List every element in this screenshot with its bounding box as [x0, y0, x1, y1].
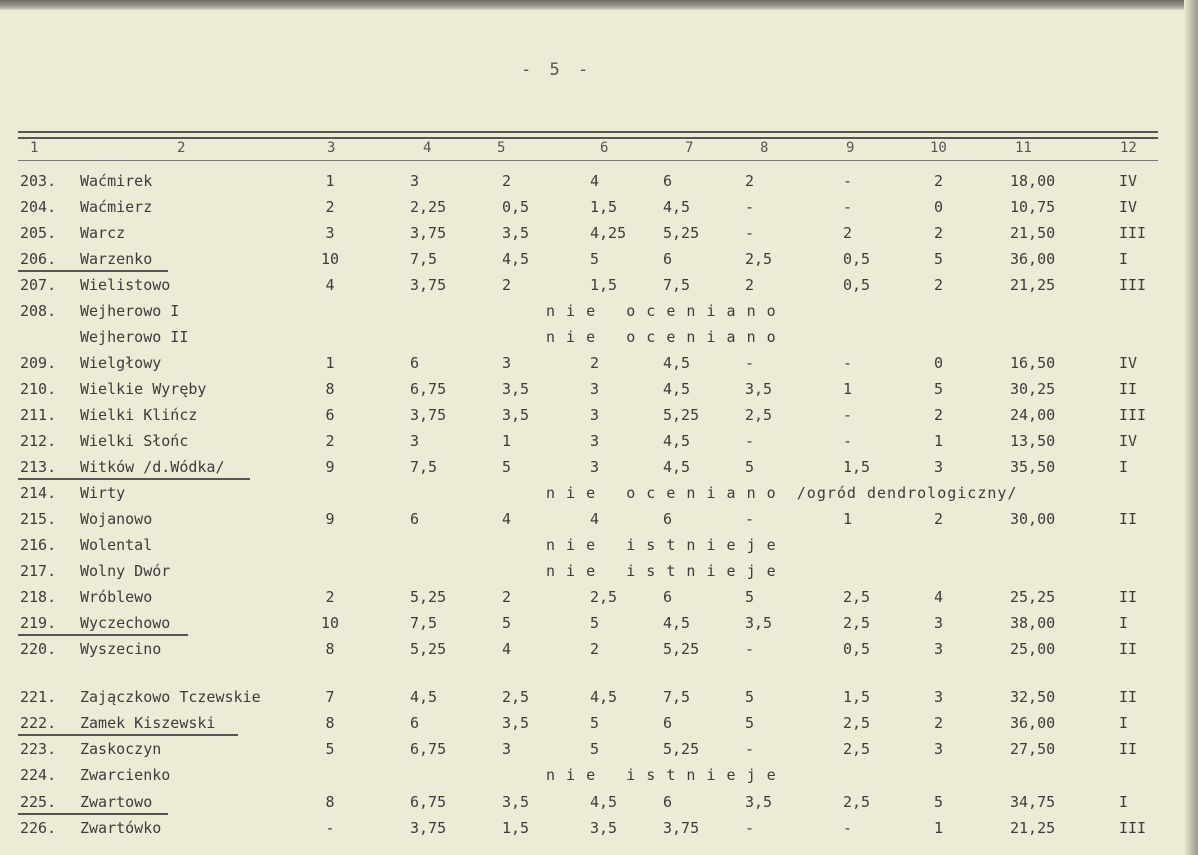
header-rule-top — [18, 131, 1158, 133]
row-number: 217. — [20, 562, 57, 580]
place-name: Zamek Kiszewski — [80, 714, 216, 732]
column-header: 12 — [1120, 140, 1137, 156]
cell-col4: 4,5 — [410, 688, 438, 706]
scan-top-edge — [0, 0, 1198, 10]
cell-col11: 21,50 — [1010, 224, 1056, 242]
cell-col8: - — [745, 198, 755, 216]
status-note: n i e o c e n i a n o /ogród dendrologiczny/ — [546, 484, 1018, 502]
cell-col6: 4 — [590, 172, 600, 190]
cell-col4: 7,5 — [410, 250, 438, 268]
cell-col4: 6,75 — [410, 740, 447, 758]
cell-col7: 6 — [663, 172, 673, 190]
cell-col3: 2 — [325, 432, 335, 450]
cell-col6: 3 — [590, 406, 600, 424]
cell-col4: 6 — [410, 510, 420, 528]
place-name: Witków /d.Wódka/ — [80, 458, 225, 476]
cell-col6: 4 — [590, 510, 600, 528]
cell-col9: 2,5 — [843, 614, 871, 632]
page-number: - 5 - — [521, 60, 593, 80]
cell-col3: 10 — [320, 250, 340, 268]
cell-col10: 2 — [934, 224, 944, 242]
header-rule-bottom — [18, 160, 1158, 161]
underline-mark — [18, 734, 238, 736]
table-row — [0, 380, 1198, 404]
row-number: 209. — [20, 354, 57, 372]
place-name: Wielistowo — [80, 276, 171, 294]
status-note: n i e o c e n i a n o — [546, 302, 777, 320]
cell-col4: 2,25 — [410, 198, 447, 216]
cell-col12: II — [1119, 688, 1138, 706]
table-row — [0, 354, 1198, 378]
cell-col10: 2 — [934, 510, 944, 528]
table-row — [0, 172, 1198, 196]
row-number: 215. — [20, 510, 57, 528]
place-name: Warzenko — [80, 250, 153, 268]
cell-col8: 3,5 — [745, 793, 773, 811]
table-row — [0, 793, 1198, 817]
cell-col12: II — [1119, 380, 1138, 398]
cell-col6: 3 — [590, 380, 600, 398]
cell-col4: 5,25 — [410, 588, 447, 606]
table-row — [0, 766, 1198, 790]
cell-col12: IV — [1119, 172, 1138, 190]
cell-col9: - — [843, 432, 853, 450]
cell-col9: 0,5 — [843, 250, 871, 268]
place-name: Wolny Dwór — [80, 562, 171, 580]
cell-col6: 2 — [590, 354, 600, 372]
cell-col10: 2 — [934, 276, 944, 294]
cell-col8: 5 — [745, 458, 755, 476]
place-name: Wolental — [80, 536, 153, 554]
cell-col11: 35,50 — [1010, 458, 1056, 476]
cell-col4: 3,75 — [410, 406, 447, 424]
cell-col12: I — [1119, 793, 1129, 811]
cell-col8: 5 — [745, 688, 755, 706]
cell-col5: 2 — [502, 276, 512, 294]
cell-col6: 5 — [590, 614, 600, 632]
cell-col6: 3 — [590, 458, 600, 476]
status-note: n i e o c e n i a n o — [546, 328, 777, 346]
cell-col12: II — [1119, 740, 1138, 758]
table-row — [0, 198, 1198, 222]
cell-col3: - — [325, 819, 335, 837]
place-name: Wielki Klińcz — [80, 406, 198, 424]
status-note: n i e i s t n i e j e — [546, 562, 777, 580]
column-header: 7 — [685, 140, 694, 156]
cell-col3: 7 — [325, 688, 335, 706]
cell-col5: 1,5 — [502, 819, 530, 837]
cell-col6: 4,25 — [590, 224, 627, 242]
table-row — [0, 432, 1198, 456]
cell-col11: 32,50 — [1010, 688, 1056, 706]
cell-col10: 2 — [934, 172, 944, 190]
cell-col9: 2 — [843, 224, 853, 242]
cell-col7: 7,5 — [663, 688, 691, 706]
cell-col11: 34,75 — [1010, 793, 1056, 811]
table-row — [0, 614, 1198, 638]
cell-col12: III — [1119, 224, 1147, 242]
cell-col12: III — [1119, 819, 1147, 837]
cell-col8: 5 — [745, 588, 755, 606]
column-header: 5 — [497, 140, 506, 156]
row-number: 216. — [20, 536, 57, 554]
row-number: 224. — [20, 766, 57, 784]
cell-col7: 6 — [663, 510, 673, 528]
cell-col4: 3,75 — [410, 276, 447, 294]
table-row — [0, 640, 1198, 664]
cell-col12: IV — [1119, 432, 1138, 450]
column-header: 4 — [423, 140, 432, 156]
table-row — [0, 562, 1198, 586]
row-number: 218. — [20, 588, 57, 606]
cell-col9: 1 — [843, 510, 853, 528]
cell-col12: II — [1119, 588, 1138, 606]
row-number: 211. — [20, 406, 57, 424]
cell-col3: 1 — [325, 354, 335, 372]
status-note: n i e i s t n i e j e — [546, 766, 777, 784]
column-header: 2 — [177, 140, 186, 156]
cell-col10: 3 — [934, 458, 944, 476]
cell-col3: 8 — [325, 714, 335, 732]
cell-col5: 4 — [502, 640, 512, 658]
cell-col7: 5,25 — [663, 740, 700, 758]
column-header: 3 — [327, 140, 336, 156]
place-name: Wielki Słońc — [80, 432, 189, 450]
cell-col9: - — [843, 354, 853, 372]
table-row — [0, 250, 1198, 274]
cell-col5: 4 — [502, 510, 512, 528]
row-number: 203. — [20, 172, 57, 190]
cell-col10: 2 — [934, 406, 944, 424]
cell-col6: 5 — [590, 714, 600, 732]
cell-col4: 3 — [410, 172, 420, 190]
cell-col10: 5 — [934, 380, 944, 398]
table-row — [0, 406, 1198, 430]
cell-col5: 4,5 — [502, 250, 530, 268]
row-number: 219. — [20, 614, 57, 632]
cell-col8: - — [745, 819, 755, 837]
place-name: Zaskoczyn — [80, 740, 162, 758]
cell-col5: 0,5 — [502, 198, 530, 216]
cell-col11: 30,25 — [1010, 380, 1056, 398]
cell-col11: 25,00 — [1010, 640, 1056, 658]
row-number: 222. — [20, 714, 57, 732]
cell-col7: 6 — [663, 714, 673, 732]
cell-col5: 3,5 — [502, 224, 530, 242]
cell-col12: I — [1119, 614, 1129, 632]
cell-col8: 2 — [745, 172, 755, 190]
place-name: Wielgłowy — [80, 354, 162, 372]
cell-col8: 2,5 — [745, 406, 773, 424]
row-number: 205. — [20, 224, 57, 242]
cell-col4: 6 — [410, 354, 420, 372]
cell-col5: 3,5 — [502, 406, 530, 424]
cell-col7: 4,5 — [663, 198, 691, 216]
cell-col7: 3,75 — [663, 819, 700, 837]
cell-col4: 3,75 — [410, 224, 447, 242]
table-row — [0, 224, 1198, 248]
cell-col11: 36,00 — [1010, 714, 1056, 732]
cell-col5: 3,5 — [502, 380, 530, 398]
table-row — [0, 740, 1198, 764]
column-header: 8 — [760, 140, 769, 156]
row-number: 206. — [20, 250, 57, 268]
cell-col7: 7,5 — [663, 276, 691, 294]
cell-col3: 8 — [325, 640, 335, 658]
row-number: 207. — [20, 276, 57, 294]
cell-col6: 5 — [590, 740, 600, 758]
place-name: Zwartowo — [80, 793, 153, 811]
place-name: Wejherowo I — [80, 302, 180, 320]
cell-col6: 1,5 — [590, 198, 618, 216]
cell-col9: 0,5 — [843, 640, 871, 658]
cell-col12: II — [1119, 640, 1138, 658]
cell-col5: 1 — [502, 432, 512, 450]
column-header: 11 — [1015, 140, 1032, 156]
cell-col9: 2,5 — [843, 740, 871, 758]
cell-col7: 4,5 — [663, 614, 691, 632]
cell-col8: - — [745, 354, 755, 372]
cell-col7: 4,5 — [663, 458, 691, 476]
cell-col10: 5 — [934, 250, 944, 268]
cell-col3: 1 — [325, 172, 335, 190]
cell-col8: - — [745, 510, 755, 528]
cell-col7: 5,25 — [663, 224, 700, 242]
cell-col9: 2,5 — [843, 714, 871, 732]
row-number: 208. — [20, 302, 57, 320]
cell-col3: 8 — [325, 380, 335, 398]
cell-col6: 4,5 — [590, 793, 618, 811]
cell-col9: - — [843, 406, 853, 424]
table-row — [0, 714, 1198, 738]
row-number: 225. — [20, 793, 57, 811]
place-name: Warcz — [80, 224, 126, 242]
cell-col12: IV — [1119, 198, 1138, 216]
cell-col11: 24,00 — [1010, 406, 1056, 424]
row-number: 221. — [20, 688, 57, 706]
cell-col5: 2,5 — [502, 688, 530, 706]
row-number: 223. — [20, 740, 57, 758]
cell-col5: 5 — [502, 614, 512, 632]
cell-col9: 1,5 — [843, 688, 871, 706]
cell-col3: 2 — [325, 198, 335, 216]
underline-mark — [18, 634, 188, 636]
row-number: 226. — [20, 819, 57, 837]
cell-col11: 21,25 — [1010, 819, 1056, 837]
cell-col5: 5 — [502, 458, 512, 476]
cell-col12: III — [1119, 276, 1147, 294]
cell-col6: 4,5 — [590, 688, 618, 706]
place-name: Wejherowo II — [80, 328, 189, 346]
row-number: 212. — [20, 432, 57, 450]
underline-mark — [18, 270, 168, 272]
row-number: 214. — [20, 484, 57, 502]
place-name: Wyszecino — [80, 640, 162, 658]
cell-col12: II — [1119, 510, 1138, 528]
cell-col10: 1 — [934, 432, 944, 450]
cell-col11: 16,50 — [1010, 354, 1056, 372]
cell-col6: 2,5 — [590, 588, 618, 606]
cell-col7: 6 — [663, 793, 673, 811]
underline-mark — [18, 478, 250, 480]
header-rule-top-2 — [18, 137, 1158, 139]
cell-col12: I — [1119, 250, 1129, 268]
cell-col11: 21,25 — [1010, 276, 1056, 294]
cell-col5: 3 — [502, 740, 512, 758]
cell-col11: 38,00 — [1010, 614, 1056, 632]
cell-col3: 4 — [325, 276, 335, 294]
row-number: 213. — [20, 458, 57, 476]
cell-col4: 7,5 — [410, 614, 438, 632]
cell-col3: 10 — [320, 614, 340, 632]
cell-col4: 7,5 — [410, 458, 438, 476]
cell-col7: 5,25 — [663, 406, 700, 424]
cell-col11: 18,00 — [1010, 172, 1056, 190]
cell-col5: 2 — [502, 588, 512, 606]
cell-col6: 3 — [590, 432, 600, 450]
table-row — [0, 458, 1198, 482]
cell-col12: I — [1119, 458, 1129, 476]
cell-col6: 5 — [590, 250, 600, 268]
cell-col9: 1,5 — [843, 458, 871, 476]
row-number: 220. — [20, 640, 57, 658]
cell-col11: 13,50 — [1010, 432, 1056, 450]
cell-col8: - — [745, 640, 755, 658]
cell-col10: 0 — [934, 198, 944, 216]
cell-col9: 0,5 — [843, 276, 871, 294]
cell-col6: 2 — [590, 640, 600, 658]
cell-col11: 10,75 — [1010, 198, 1056, 216]
cell-col5: 2 — [502, 172, 512, 190]
column-header: 9 — [846, 140, 855, 156]
cell-col6: 1,5 — [590, 276, 618, 294]
cell-col8: - — [745, 740, 755, 758]
table-row — [0, 536, 1198, 560]
cell-col10: 1 — [934, 819, 944, 837]
cell-col9: 2,5 — [843, 588, 871, 606]
cell-col6: 3,5 — [590, 819, 618, 837]
cell-col12: IV — [1119, 354, 1138, 372]
cell-col10: 2 — [934, 714, 944, 732]
cell-col8: 2 — [745, 276, 755, 294]
table-row — [0, 819, 1198, 843]
cell-col9: - — [843, 819, 853, 837]
place-name: Zajączkowo Tczewskie — [80, 688, 261, 706]
cell-col10: 4 — [934, 588, 944, 606]
cell-col10: 0 — [934, 354, 944, 372]
cell-col8: - — [745, 224, 755, 242]
place-name: Wróblewo — [80, 588, 153, 606]
cell-col4: 5,25 — [410, 640, 447, 658]
cell-col9: 1 — [843, 380, 853, 398]
cell-col11: 25,25 — [1010, 588, 1056, 606]
table-row — [0, 484, 1198, 508]
cell-col3: 5 — [325, 740, 335, 758]
cell-col10: 5 — [934, 793, 944, 811]
row-number: 204. — [20, 198, 57, 216]
cell-col7: 4,5 — [663, 432, 691, 450]
place-name: Wojanowo — [80, 510, 153, 528]
cell-col3: 3 — [325, 224, 335, 242]
column-header: 6 — [600, 140, 609, 156]
cell-col9: - — [843, 198, 853, 216]
cell-col7: 6 — [663, 588, 673, 606]
cell-col5: 3 — [502, 354, 512, 372]
cell-col11: 36,00 — [1010, 250, 1056, 268]
table-row — [0, 328, 1198, 352]
cell-col3: 8 — [325, 793, 335, 811]
cell-col3: 9 — [325, 458, 335, 476]
cell-col10: 3 — [934, 614, 944, 632]
row-number: 210. — [20, 380, 57, 398]
cell-col11: 30,00 — [1010, 510, 1056, 528]
cell-col7: 6 — [663, 250, 673, 268]
place-name: Wirty — [80, 484, 126, 502]
cell-col4: 6 — [410, 714, 420, 732]
cell-col4: 6,75 — [410, 380, 447, 398]
place-name: Waćmirek — [80, 172, 153, 190]
cell-col3: 9 — [325, 510, 335, 528]
cell-col8: 3,5 — [745, 614, 773, 632]
cell-col8: - — [745, 432, 755, 450]
place-name: Waćmierz — [80, 198, 153, 216]
table-row — [0, 510, 1198, 534]
cell-col3: 2 — [325, 588, 335, 606]
cell-col7: 4,5 — [663, 354, 691, 372]
column-header: 10 — [930, 140, 947, 156]
cell-col4: 6,75 — [410, 793, 447, 811]
cell-col11: 27,50 — [1010, 740, 1056, 758]
cell-col7: 4,5 — [663, 380, 691, 398]
cell-col4: 3,75 — [410, 819, 447, 837]
place-name: Zwarcienko — [80, 766, 171, 784]
cell-col8: 5 — [745, 714, 755, 732]
cell-col8: 3,5 — [745, 380, 773, 398]
table-row — [0, 588, 1198, 612]
underline-mark — [18, 813, 168, 815]
table-row — [0, 302, 1198, 326]
cell-col9: - — [843, 172, 853, 190]
cell-col5: 3,5 — [502, 714, 530, 732]
cell-col10: 3 — [934, 640, 944, 658]
cell-col10: 3 — [934, 688, 944, 706]
cell-col12: I — [1119, 714, 1129, 732]
place-name: Zwartówko — [80, 819, 162, 837]
cell-col12: III — [1119, 406, 1147, 424]
cell-col4: 3 — [410, 432, 420, 450]
cell-col9: 2,5 — [843, 793, 871, 811]
place-name: Wyczechowo — [80, 614, 171, 632]
column-header: 1 — [30, 140, 39, 156]
place-name: Wielkie Wyręby — [80, 380, 207, 398]
cell-col3: 6 — [325, 406, 335, 424]
cell-col5: 3,5 — [502, 793, 530, 811]
cell-col7: 5,25 — [663, 640, 700, 658]
cell-col10: 3 — [934, 740, 944, 758]
table-row — [0, 276, 1198, 300]
cell-col8: 2,5 — [745, 250, 773, 268]
table-row — [0, 688, 1198, 712]
status-note: n i e i s t n i e j e — [546, 536, 777, 554]
